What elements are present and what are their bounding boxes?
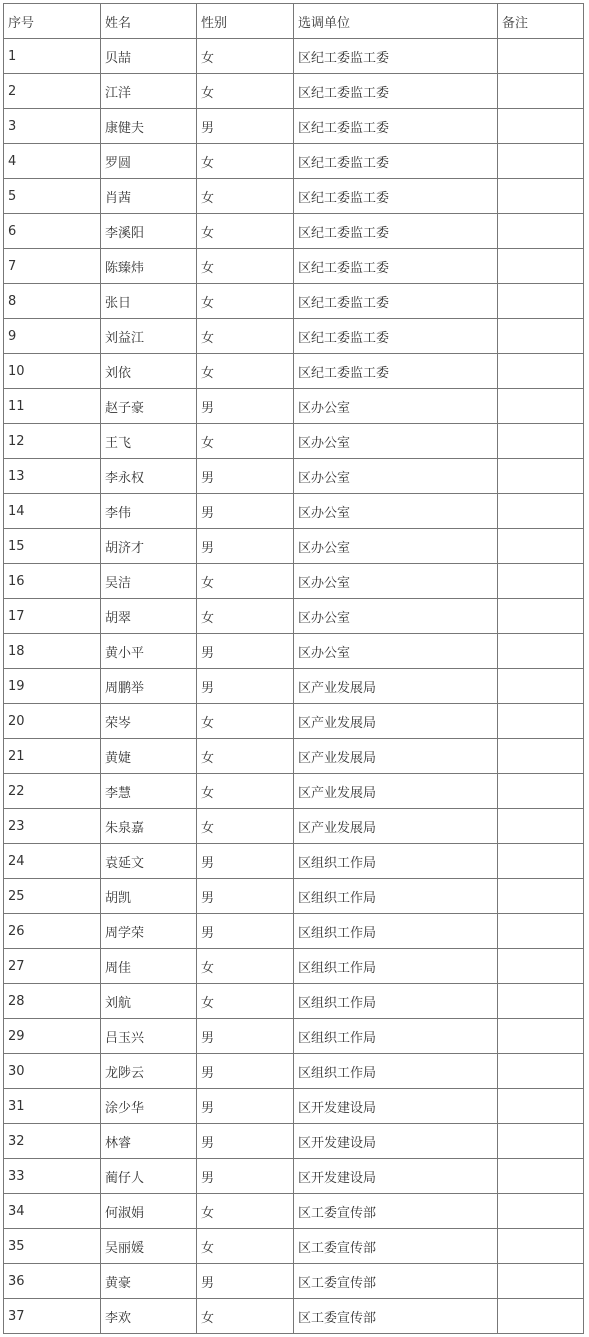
table-row (4, 1299, 584, 1334)
cell-index: 11 (4, 389, 101, 424)
cell-unit: 区纪工委监工委 (294, 74, 498, 109)
cell-unit: 区工委宣传部 (294, 1264, 498, 1299)
cell-index: 21 (4, 739, 101, 774)
cell-unit: 区组织工作局 (294, 1054, 498, 1089)
table-row (4, 459, 584, 494)
cell-index: 37 (4, 1299, 101, 1334)
cell-index: 28 (4, 984, 101, 1019)
table-row (4, 739, 584, 774)
cell-unit: 区组织工作局 (294, 844, 498, 879)
cell-name: 荣岑 (101, 704, 197, 739)
cell-gender: 女 (197, 214, 294, 249)
cell-remarks (498, 109, 584, 144)
cell-name: 龙陟云 (101, 1054, 197, 1089)
cell-gender: 女 (197, 144, 294, 179)
cell-name: 李伟 (101, 494, 197, 529)
cell-unit: 区纪工委监工委 (294, 284, 498, 319)
cell-remarks (498, 1159, 584, 1194)
table-row (4, 354, 584, 389)
cell-index: 36 (4, 1264, 101, 1299)
cell-unit: 区办公室 (294, 459, 498, 494)
cell-unit: 区工委宣传部 (294, 1299, 498, 1334)
cell-name: 袁延文 (101, 844, 197, 879)
cell-unit: 区产业发展局 (294, 669, 498, 704)
cell-unit: 区开发建设局 (294, 1089, 498, 1124)
table-row (4, 109, 584, 144)
cell-unit: 区办公室 (294, 389, 498, 424)
cell-unit: 区工委宣传部 (294, 1229, 498, 1264)
cell-name: 肖茜 (101, 179, 197, 214)
cell-gender: 男 (197, 109, 294, 144)
cell-gender: 男 (197, 1089, 294, 1124)
cell-remarks (498, 389, 584, 424)
table-row (4, 249, 584, 284)
cell-remarks (498, 424, 584, 459)
cell-name: 李欢 (101, 1299, 197, 1334)
cell-index: 16 (4, 564, 101, 599)
cell-gender: 男 (197, 914, 294, 949)
cell-unit: 区办公室 (294, 529, 498, 564)
cell-unit: 区纪工委监工委 (294, 214, 498, 249)
cell-remarks (498, 704, 584, 739)
table-row (4, 424, 584, 459)
cell-index: 22 (4, 774, 101, 809)
cell-unit: 区纪工委监工委 (294, 249, 498, 284)
cell-name: 赵子豪 (101, 389, 197, 424)
table-row (4, 564, 584, 599)
cell-gender: 女 (197, 984, 294, 1019)
cell-remarks (498, 494, 584, 529)
cell-remarks (498, 1264, 584, 1299)
cell-remarks (498, 319, 584, 354)
cell-index: 26 (4, 914, 101, 949)
cell-index: 3 (4, 109, 101, 144)
header-remarks: 备注 (498, 4, 584, 39)
cell-gender: 女 (197, 809, 294, 844)
table-row (4, 389, 584, 424)
cell-remarks (498, 1019, 584, 1054)
cell-unit: 区纪工委监工委 (294, 179, 498, 214)
cell-index: 8 (4, 284, 101, 319)
cell-remarks (498, 179, 584, 214)
cell-index: 31 (4, 1089, 101, 1124)
cell-gender: 女 (197, 74, 294, 109)
table-row (4, 39, 584, 74)
cell-remarks (498, 844, 584, 879)
cell-remarks (498, 214, 584, 249)
table-row (4, 844, 584, 879)
cell-index: 30 (4, 1054, 101, 1089)
cell-gender: 女 (197, 704, 294, 739)
cell-name: 林睿 (101, 1124, 197, 1159)
cell-name: 胡翠 (101, 599, 197, 634)
cell-gender: 男 (197, 669, 294, 704)
cell-remarks (498, 39, 584, 74)
cell-index: 10 (4, 354, 101, 389)
table-row (4, 914, 584, 949)
cell-name: 李溪阳 (101, 214, 197, 249)
cell-gender: 女 (197, 424, 294, 459)
cell-remarks (498, 809, 584, 844)
cell-remarks (498, 914, 584, 949)
cell-unit: 区办公室 (294, 564, 498, 599)
cell-unit: 区组织工作局 (294, 914, 498, 949)
cell-gender: 男 (197, 1159, 294, 1194)
cell-unit: 区组织工作局 (294, 984, 498, 1019)
cell-index: 25 (4, 879, 101, 914)
cell-remarks (498, 1194, 584, 1229)
cell-name: 朱泉嘉 (101, 809, 197, 844)
cell-unit: 区纪工委监工委 (294, 39, 498, 74)
cell-index: 18 (4, 634, 101, 669)
table-row (4, 1264, 584, 1299)
cell-index: 13 (4, 459, 101, 494)
table-row (4, 319, 584, 354)
cell-index: 29 (4, 1019, 101, 1054)
cell-gender: 女 (197, 39, 294, 74)
header-row (4, 4, 584, 39)
table-row (4, 1089, 584, 1124)
table-row (4, 494, 584, 529)
table-row (4, 669, 584, 704)
cell-gender: 女 (197, 319, 294, 354)
table-row (4, 599, 584, 634)
header-unit: 选调单位 (294, 4, 498, 39)
cell-index: 23 (4, 809, 101, 844)
cell-index: 24 (4, 844, 101, 879)
cell-gender: 女 (197, 949, 294, 984)
cell-remarks (498, 599, 584, 634)
cell-name: 刘益江 (101, 319, 197, 354)
cell-name: 周鹏举 (101, 669, 197, 704)
cell-remarks (498, 144, 584, 179)
cell-index: 2 (4, 74, 101, 109)
cell-unit: 区办公室 (294, 424, 498, 459)
cell-unit: 区产业发展局 (294, 774, 498, 809)
cell-remarks (498, 249, 584, 284)
cell-unit: 区组织工作局 (294, 1019, 498, 1054)
table-row (4, 529, 584, 564)
cell-gender: 女 (197, 1229, 294, 1264)
cell-name: 康健夫 (101, 109, 197, 144)
cell-name: 贝喆 (101, 39, 197, 74)
header-gender: 性别 (197, 4, 294, 39)
table-row (4, 179, 584, 214)
cell-name: 刘航 (101, 984, 197, 1019)
cell-gender: 女 (197, 774, 294, 809)
cell-index: 12 (4, 424, 101, 459)
cell-index: 1 (4, 39, 101, 74)
cell-remarks (498, 1089, 584, 1124)
cell-remarks (498, 354, 584, 389)
cell-gender: 女 (197, 599, 294, 634)
cell-unit: 区产业发展局 (294, 809, 498, 844)
table-row (4, 1019, 584, 1054)
cell-index: 4 (4, 144, 101, 179)
cell-name: 黄豪 (101, 1264, 197, 1299)
cell-unit: 区纪工委监工委 (294, 354, 498, 389)
cell-index: 9 (4, 319, 101, 354)
cell-unit: 区纪工委监工委 (294, 109, 498, 144)
cell-unit: 区产业发展局 (294, 704, 498, 739)
roster-table (3, 3, 584, 1334)
table-row (4, 774, 584, 809)
cell-gender: 男 (197, 844, 294, 879)
table-row (4, 1159, 584, 1194)
cell-gender: 男 (197, 389, 294, 424)
cell-gender: 男 (197, 1264, 294, 1299)
cell-gender: 男 (197, 1124, 294, 1159)
cell-remarks (498, 949, 584, 984)
cell-name: 胡凯 (101, 879, 197, 914)
cell-name: 江洋 (101, 74, 197, 109)
cell-name: 吕玉兴 (101, 1019, 197, 1054)
table-row (4, 809, 584, 844)
table-row (4, 704, 584, 739)
table-row (4, 634, 584, 669)
cell-gender: 女 (197, 249, 294, 284)
cell-remarks (498, 669, 584, 704)
table-row (4, 984, 584, 1019)
cell-remarks (498, 284, 584, 319)
cell-remarks (498, 879, 584, 914)
header-index: 序号 (4, 4, 101, 39)
cell-gender: 男 (197, 1054, 294, 1089)
table-row (4, 74, 584, 109)
cell-gender: 女 (197, 1194, 294, 1229)
cell-remarks (498, 634, 584, 669)
cell-gender: 女 (197, 739, 294, 774)
cell-index: 35 (4, 1229, 101, 1264)
cell-gender: 女 (197, 564, 294, 599)
cell-gender: 男 (197, 634, 294, 669)
cell-gender: 男 (197, 459, 294, 494)
cell-gender: 女 (197, 354, 294, 389)
cell-remarks (498, 1299, 584, 1334)
cell-unit: 区办公室 (294, 634, 498, 669)
cell-index: 34 (4, 1194, 101, 1229)
cell-gender: 女 (197, 284, 294, 319)
cell-name: 黄婕 (101, 739, 197, 774)
cell-index: 6 (4, 214, 101, 249)
cell-unit: 区工委宣传部 (294, 1194, 498, 1229)
cell-unit: 区开发建设局 (294, 1159, 498, 1194)
cell-unit: 区产业发展局 (294, 739, 498, 774)
cell-index: 33 (4, 1159, 101, 1194)
cell-name: 罗圆 (101, 144, 197, 179)
table-row (4, 214, 584, 249)
cell-name: 蔺仔人 (101, 1159, 197, 1194)
cell-name: 刘依 (101, 354, 197, 389)
cell-remarks (498, 1124, 584, 1159)
cell-name: 周学荣 (101, 914, 197, 949)
cell-remarks (498, 1229, 584, 1264)
cell-unit: 区纪工委监工委 (294, 144, 498, 179)
cell-remarks (498, 529, 584, 564)
cell-gender: 男 (197, 529, 294, 564)
cell-gender: 男 (197, 879, 294, 914)
cell-remarks (498, 1054, 584, 1089)
table-row (4, 949, 584, 984)
cell-name: 吴洁 (101, 564, 197, 599)
cell-index: 19 (4, 669, 101, 704)
cell-remarks (498, 774, 584, 809)
cell-unit: 区纪工委监工委 (294, 319, 498, 354)
cell-remarks (498, 984, 584, 1019)
cell-name: 周佳 (101, 949, 197, 984)
header-name: 姓名 (101, 4, 197, 39)
cell-remarks (498, 74, 584, 109)
cell-name: 黄小平 (101, 634, 197, 669)
cell-name: 吴丽媛 (101, 1229, 197, 1264)
cell-unit: 区办公室 (294, 494, 498, 529)
cell-index: 32 (4, 1124, 101, 1159)
cell-index: 17 (4, 599, 101, 634)
table-row (4, 1229, 584, 1264)
table-row (4, 1054, 584, 1089)
cell-name: 张日 (101, 284, 197, 319)
cell-name: 李慧 (101, 774, 197, 809)
cell-name: 涂少华 (101, 1089, 197, 1124)
cell-unit: 区组织工作局 (294, 949, 498, 984)
table-row (4, 284, 584, 319)
cell-name: 胡济才 (101, 529, 197, 564)
cell-gender: 男 (197, 1019, 294, 1054)
table-row (4, 1124, 584, 1159)
table-row (4, 879, 584, 914)
cell-remarks (498, 459, 584, 494)
cell-index: 15 (4, 529, 101, 564)
cell-name: 陈臻炜 (101, 249, 197, 284)
cell-remarks (498, 564, 584, 599)
cell-index: 27 (4, 949, 101, 984)
table-row (4, 1194, 584, 1229)
cell-unit: 区开发建设局 (294, 1124, 498, 1159)
cell-index: 14 (4, 494, 101, 529)
cell-name: 王飞 (101, 424, 197, 459)
cell-remarks (498, 739, 584, 774)
cell-gender: 女 (197, 179, 294, 214)
table-row (4, 144, 584, 179)
cell-gender: 女 (197, 1299, 294, 1334)
cell-unit: 区办公室 (294, 599, 498, 634)
cell-index: 5 (4, 179, 101, 214)
cell-name: 李永权 (101, 459, 197, 494)
cell-gender: 男 (197, 494, 294, 529)
cell-name: 何淑娟 (101, 1194, 197, 1229)
cell-index: 20 (4, 704, 101, 739)
cell-index: 7 (4, 249, 101, 284)
cell-unit: 区组织工作局 (294, 879, 498, 914)
